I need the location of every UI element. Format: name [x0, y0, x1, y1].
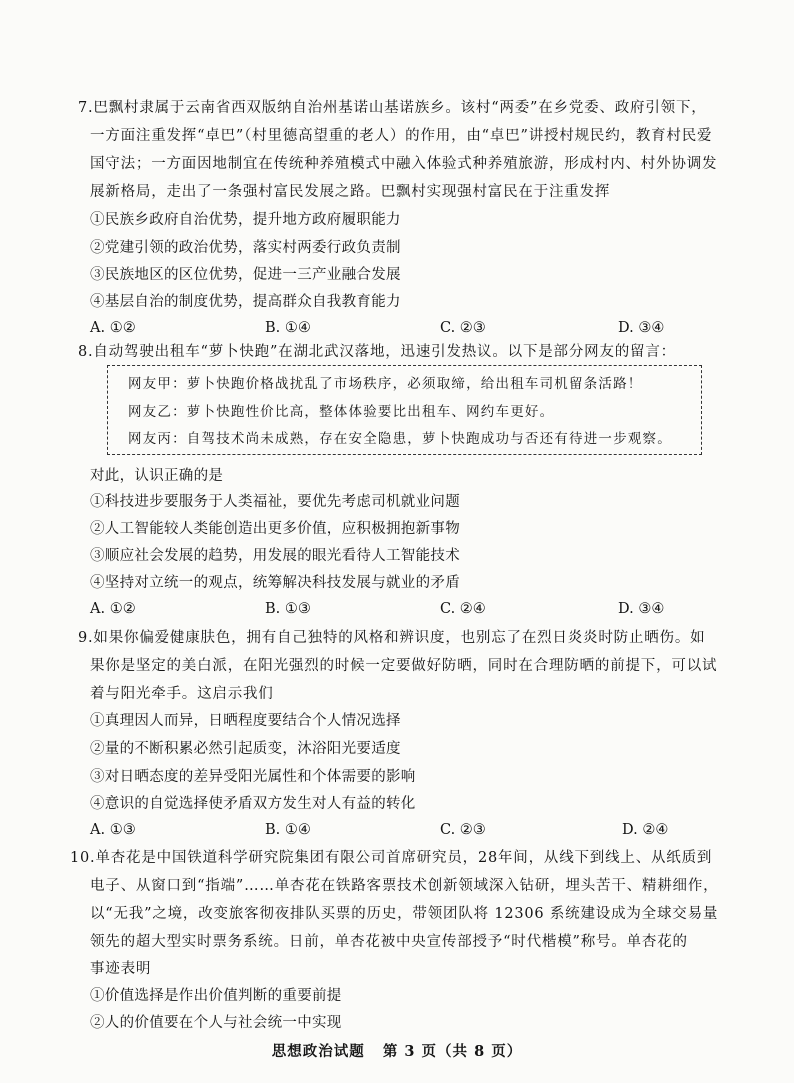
q10-stem-line: 领先的超大型实时票务系统。日前，单杏花被中央宣传部授予“时代楷模”称号。单杏花的 [90, 934, 688, 950]
footer-subject: 思想政治试题 [271, 1043, 365, 1060]
q10-option-2: ②人的价值要在个人与社会统一中实现 [90, 1015, 342, 1031]
q7-choice-a: A. ①② [90, 320, 136, 336]
q8-choice-d: D. ③④ [618, 601, 665, 617]
q10-stem-line: 电子、从窗口到“指端”……单杏花在铁路客票技术创新领域深入钻研，埋头苦干、精耕细作， [90, 878, 719, 894]
q8-option-4: ④坚持对立统一的观点，统筹解决科技发展与就业的矛盾 [90, 575, 460, 591]
q9-stem-line: 果你是坚定的美白派，在阳光强烈的时候一定要做好防晒，同时在合理防晒的前提下，可以试 [90, 658, 718, 674]
q9-choice-b: B. ①④ [265, 822, 311, 838]
q8-prompt: 对此，认识正确的是 [90, 468, 224, 484]
q9-option-1: ①真理因人而异，日晒程度要结合个人情况选择 [90, 713, 401, 729]
footer-page-number: 第 3 页（共 8 页） [382, 1043, 523, 1060]
q9-option-3: ③对日晒态度的差异受阳光属性和个体需要的影响 [90, 769, 416, 785]
q7-option-4: ④基层自治的制度优势，提高群众自我教育能力 [90, 294, 401, 310]
q8-option-1: ①科技进步要服务于人类福祉，要优先考虑司机就业问题 [90, 494, 460, 510]
q9-stem-line: 9.如果你偏爱健康肤色，拥有自己独特的风格和辨识度，也别忘了在烈日炎炎时防止晒伤。如 [78, 630, 706, 646]
q8-stem: 8.自动驾驶出租车“萝卜快跑”在湖北武汉落地，迅速引发热议。以下是部分网友的留言： [78, 344, 676, 360]
q8-choice-a: A. ①② [90, 601, 136, 617]
q7-choice-d: D. ③④ [618, 320, 665, 336]
q8-choice-b: B. ①③ [265, 601, 311, 617]
q7-option-1: ①民族乡政府自治优势，提升地方政府履职能力 [90, 212, 401, 228]
q7-option-2: ②党建引领的政治优势，落实村两委行政负责制 [90, 240, 401, 256]
q10-stem-line: 以“无我”之境，改变旅客彻夜排队买票的历史，带领团队将 12306 系统建设成为全球交易量 [90, 906, 719, 922]
comments-box [107, 365, 702, 455]
q7-option-3: ③民族地区的区位优势，促进一三产业融合发展 [90, 267, 401, 283]
q9-stem-line: 着与阳光牵手。这启示我们 [90, 686, 274, 702]
q7-stem-line: 展新格局，走出了一条强村富民发展之路。巴飘村实现强村富民在于注重发挥 [90, 184, 611, 200]
q9-option-4: ④意识的自觉选择使矛盾双方发生对人有益的转化 [90, 796, 416, 812]
q7-choice-c: C. ②③ [440, 320, 486, 336]
q10-option-1: ①价值选择是作出价值判断的重要前提 [90, 988, 342, 1004]
q9-choice-d: D. ②④ [622, 822, 669, 838]
comment-netizen-a: 网友甲：萝卜快跑价格战扰乱了市场秩序，必须取缔，给出租车司机留条活路！ [128, 376, 643, 392]
q8-option-3: ③顺应社会发展的趋势，用发展的眼光看待人工智能技术 [90, 548, 460, 564]
page-footer [0, 1040, 794, 1061]
q7-stem-line: 国守法；一方面因地制宜在传统种养殖模式中融入体验式种养殖旅游，形成村内、村外协调发 [90, 156, 718, 172]
q9-choice-c: C. ②③ [440, 822, 486, 838]
q10-stem-line: 10.单杏花是中国铁道科学研究院集团有限公司首席研究员，28年间，从线下到线上、从纸质到 [70, 850, 713, 866]
q8-option-2: ②人工智能较人类能创造出更多价值，应积极拥抱新事物 [90, 521, 460, 537]
q8-choice-c: C. ②④ [440, 601, 486, 617]
q10-stem-line: 事迹表明 [90, 961, 152, 977]
q7-stem-line: 7.巴飘村隶属于云南省西双版纳自治州基诺山基诺族乡。该村“两委”在乡党委、政府引领下， [78, 100, 707, 116]
comment-netizen-b: 网友乙：萝卜快跑性价比高，整体体验要比出租车、网约车更好。 [128, 404, 555, 420]
q7-stem-line: 一方面注重发挥“卓巴”（村里德高望重的老人）的作用，由“卓巴”讲授村规民约，教育村民爱 [90, 128, 713, 144]
q9-option-2: ②量的不断积累必然引起质变，沐浴阳光要适度 [90, 741, 401, 757]
q9-choice-a: A. ①③ [90, 822, 136, 838]
comment-netizen-c: 网友丙：自驾技术尚未成熟，存在安全隐患，萝卜快跑成功与否还有待进一步观察。 [128, 431, 672, 447]
q7-choice-b: B. ①④ [265, 320, 311, 336]
